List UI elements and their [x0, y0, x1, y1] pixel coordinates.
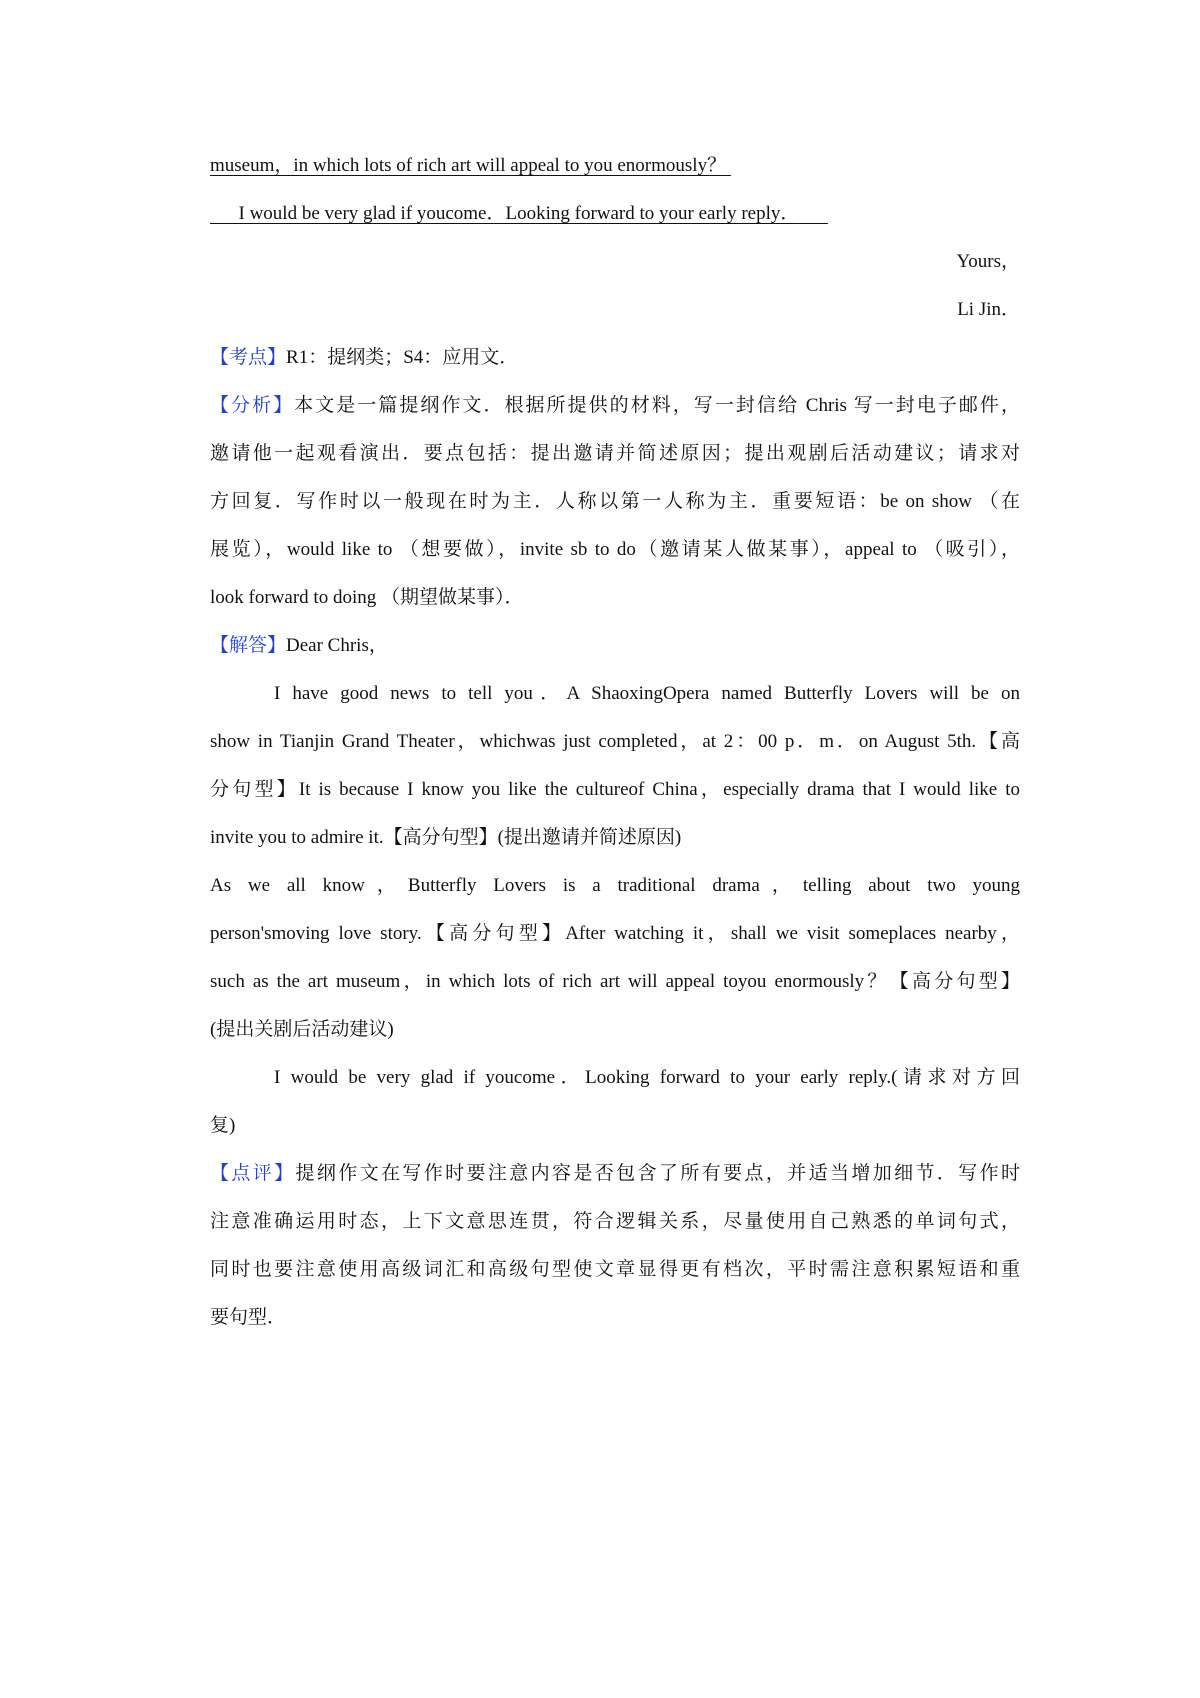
underline-pad [799, 203, 828, 224]
fenxi-text: 本文是一篇提纲作文．根据所提供的材料，写一封信给 Chris 写一封电子邮件， [294, 395, 1020, 416]
dianping-line: 同时也要注意使用高级词汇和高级句型使文章显得更有档次，平时需注意积累短语和重 [210, 1259, 1020, 1280]
jieda-greeting: Dear Chris， [286, 635, 388, 656]
letter-signature: Li Jin． [957, 299, 1020, 320]
jieda-line: I have good news to tell you．A ShaoxingOpera named Butterfly Lovers will be on [274, 683, 1020, 704]
dianping-text: 提纲作文在写作时要注意内容是否包含了所有要点，并适当增加细节．写作时 [295, 1163, 1020, 1184]
dianping-line: 注意准确运用时态，上下文意思连贯，符合逻辑关系，尽量使用自己熟悉的单词句式， [210, 1211, 1020, 1232]
dianping-line [210, 1160, 1020, 1188]
letter-closing: Yours， [956, 251, 1020, 272]
essay-line [210, 152, 1020, 180]
jieda-line: 分句型】It is because I know you like the cultureof China，especially drama that I would like to [210, 779, 1020, 800]
dianping-line: 要句型． [210, 1307, 287, 1328]
essay-line [210, 200, 1020, 228]
fenxi-line: 方回复．写作时以一般现在时为主．人称以第一人称为主．重要短语：be on show （在 [210, 491, 1020, 512]
jieda-line: (提出关剧后活动建议) [210, 1019, 394, 1040]
underline-pad [726, 155, 731, 176]
jieda-line: invite you to admire it.【高分句型】(提出邀请并简述原因) [210, 827, 682, 848]
jieda-line: person'smoving love story.【高分句型】After watching it，shall we visit someplaces nearby， [210, 923, 1020, 944]
fenxi-line: 邀请他一起观看演出．要点包括：提出邀请并简述原因；提出观剧后活动建议；请求对 [210, 443, 1020, 464]
jieda-line: As we all know，Butterfly Lovers is a traditional drama，telling about two young [210, 875, 1020, 896]
jieda-line: such as the art museum，in which lots of rich art will appeal toyou enormously？【高分句型】 [210, 971, 1020, 992]
dianping-tag: 【点评】 [210, 1163, 296, 1184]
jieda-tag: 【解答】 [210, 635, 287, 656]
jieda-section [210, 632, 1020, 660]
kaodian-tag: 【考点】 [210, 347, 287, 368]
jieda-line: show in Tianjin Grand Theater，whichwas just completed，at 2：00 p．m．on August 5th.【高 [210, 731, 1020, 752]
fenxi-line: 展览），would like to （想要做），invite sb to do（邀请某人做某事），appeal to （吸引）， [210, 539, 1020, 560]
essay-line-text: I would be very glad if youcome．Looking forward to your early reply． [238, 203, 800, 224]
jieda-line: 复) [210, 1115, 236, 1136]
fenxi-line [210, 392, 1020, 420]
kaodian-text: R1：提纲类；S4：应用文． [286, 347, 519, 368]
fenxi-tag: 【分析】 [210, 395, 295, 416]
underline-pad [210, 203, 239, 224]
fenxi-line: look forward to doing （期望做某事）． [210, 587, 524, 608]
kaodian-section [210, 344, 1020, 372]
jieda-line: I would be very glad if youcome．Looking forward to your early reply.(请求对方回 [274, 1067, 1020, 1088]
essay-line-text: museum，in which lots of rich art will appeal to you enormously？ [210, 155, 727, 176]
